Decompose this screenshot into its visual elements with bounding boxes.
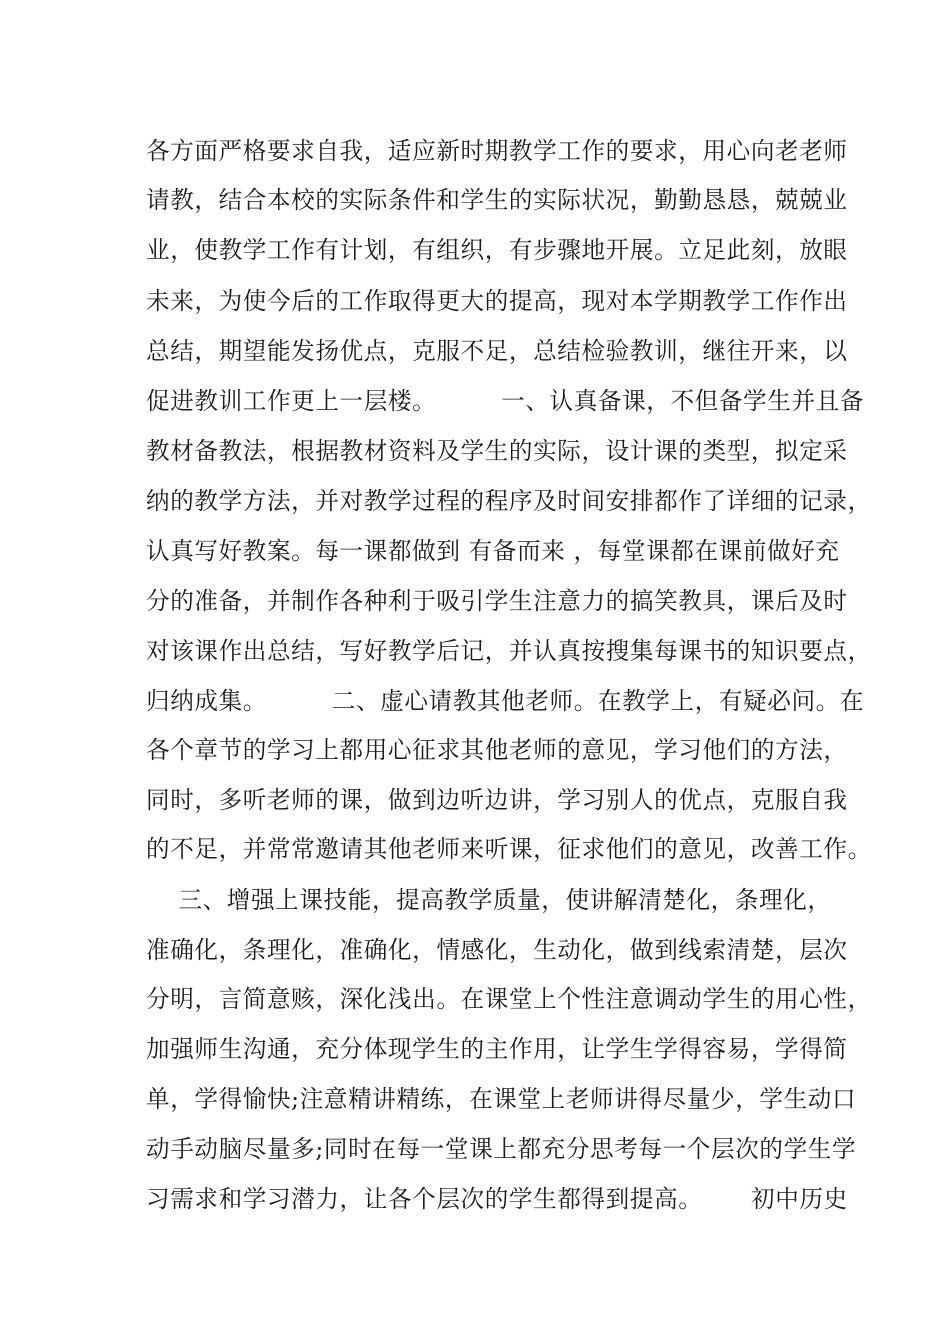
body-text-line: 促进教训工作更上一层楼。 一、认真备课，不但备学生并且备 bbox=[146, 387, 865, 415]
body-text-line: 准确化，条理化，准确化，情感化，生动化，做到线索清楚，层次 bbox=[146, 936, 848, 964]
body-text-line: 加强师生沟通，充分体现学生的主作用，让学生学得容易，学得简 bbox=[146, 1035, 848, 1063]
body-text-line: 教材备教法，根据教材资料及学生的实际，设计课的类型，拟定采 bbox=[146, 437, 848, 465]
body-text-line: 同时，多听老师的课，做到边听边讲，学习别人的优点，克服自我 bbox=[146, 786, 848, 814]
body-text-line: 纳的教学方法，并对教学过程的程序及时间安排都作了详细的记录， bbox=[146, 487, 872, 515]
body-text-line: 分的准备，并制作各种利于吸引学生注意力的搞笑教具，课后及时 bbox=[146, 587, 848, 615]
body-text-line: 分明，言简意赅，深化浅出。在课堂上个性注意调动学生的用心性， bbox=[146, 985, 872, 1013]
body-text-line: 单，学得愉快;注意精讲精练，在课堂上老师讲得尽量少，学生动口 bbox=[146, 1085, 857, 1113]
body-text-line: 总结，期望能发扬优点，克服不足，总结检验教训，继往开来，以 bbox=[146, 337, 848, 365]
body-text-line: 对该课作出总结，写好教学后记，并认真按搜集每课书的知识要点， bbox=[146, 637, 872, 665]
body-text-line: 归纳成集。 二、虚心请教其他老师。在教学上，有疑必问。在 bbox=[146, 687, 865, 715]
body-text-line: 三、增强上课技能，提高教学质量，使讲解清楚化，条理化， bbox=[146, 886, 832, 914]
body-text-line: 请教，结合本校的实际条件和学生的实际状况，勤勤恳恳，兢兢业 bbox=[146, 186, 848, 214]
body-text-line: 的不足，并常常邀请其他老师来听课，征求他们的意见，改善工作。 bbox=[146, 835, 872, 863]
body-text-line: 未来，为使今后的工作取得更大的提高，现对本学期教学工作作出 bbox=[146, 287, 848, 315]
body-text-line: 动手动脑尽量多;同时在每一堂课上都充分思考每一个层次的学生学 bbox=[146, 1135, 857, 1163]
body-text-line: 各个章节的学习上都用心征求其他老师的意见，学习他们的方法， bbox=[146, 736, 848, 764]
body-text-line: 认真写好教案。每一课都做到 有备而来 ，每堂课都在课前做好充 bbox=[146, 537, 840, 565]
body-text-line: 业，使教学工作有计划，有组织，有步骤地开展。立足此刻，放眼 bbox=[146, 236, 848, 264]
body-text-line: 习需求和学习潜力，让各个层次的学生都得到提高。 初中历史 bbox=[146, 1185, 848, 1213]
body-text-line: 各方面严格要求自我，适应新时期教学工作的要求，用心向老老师 bbox=[146, 137, 848, 165]
